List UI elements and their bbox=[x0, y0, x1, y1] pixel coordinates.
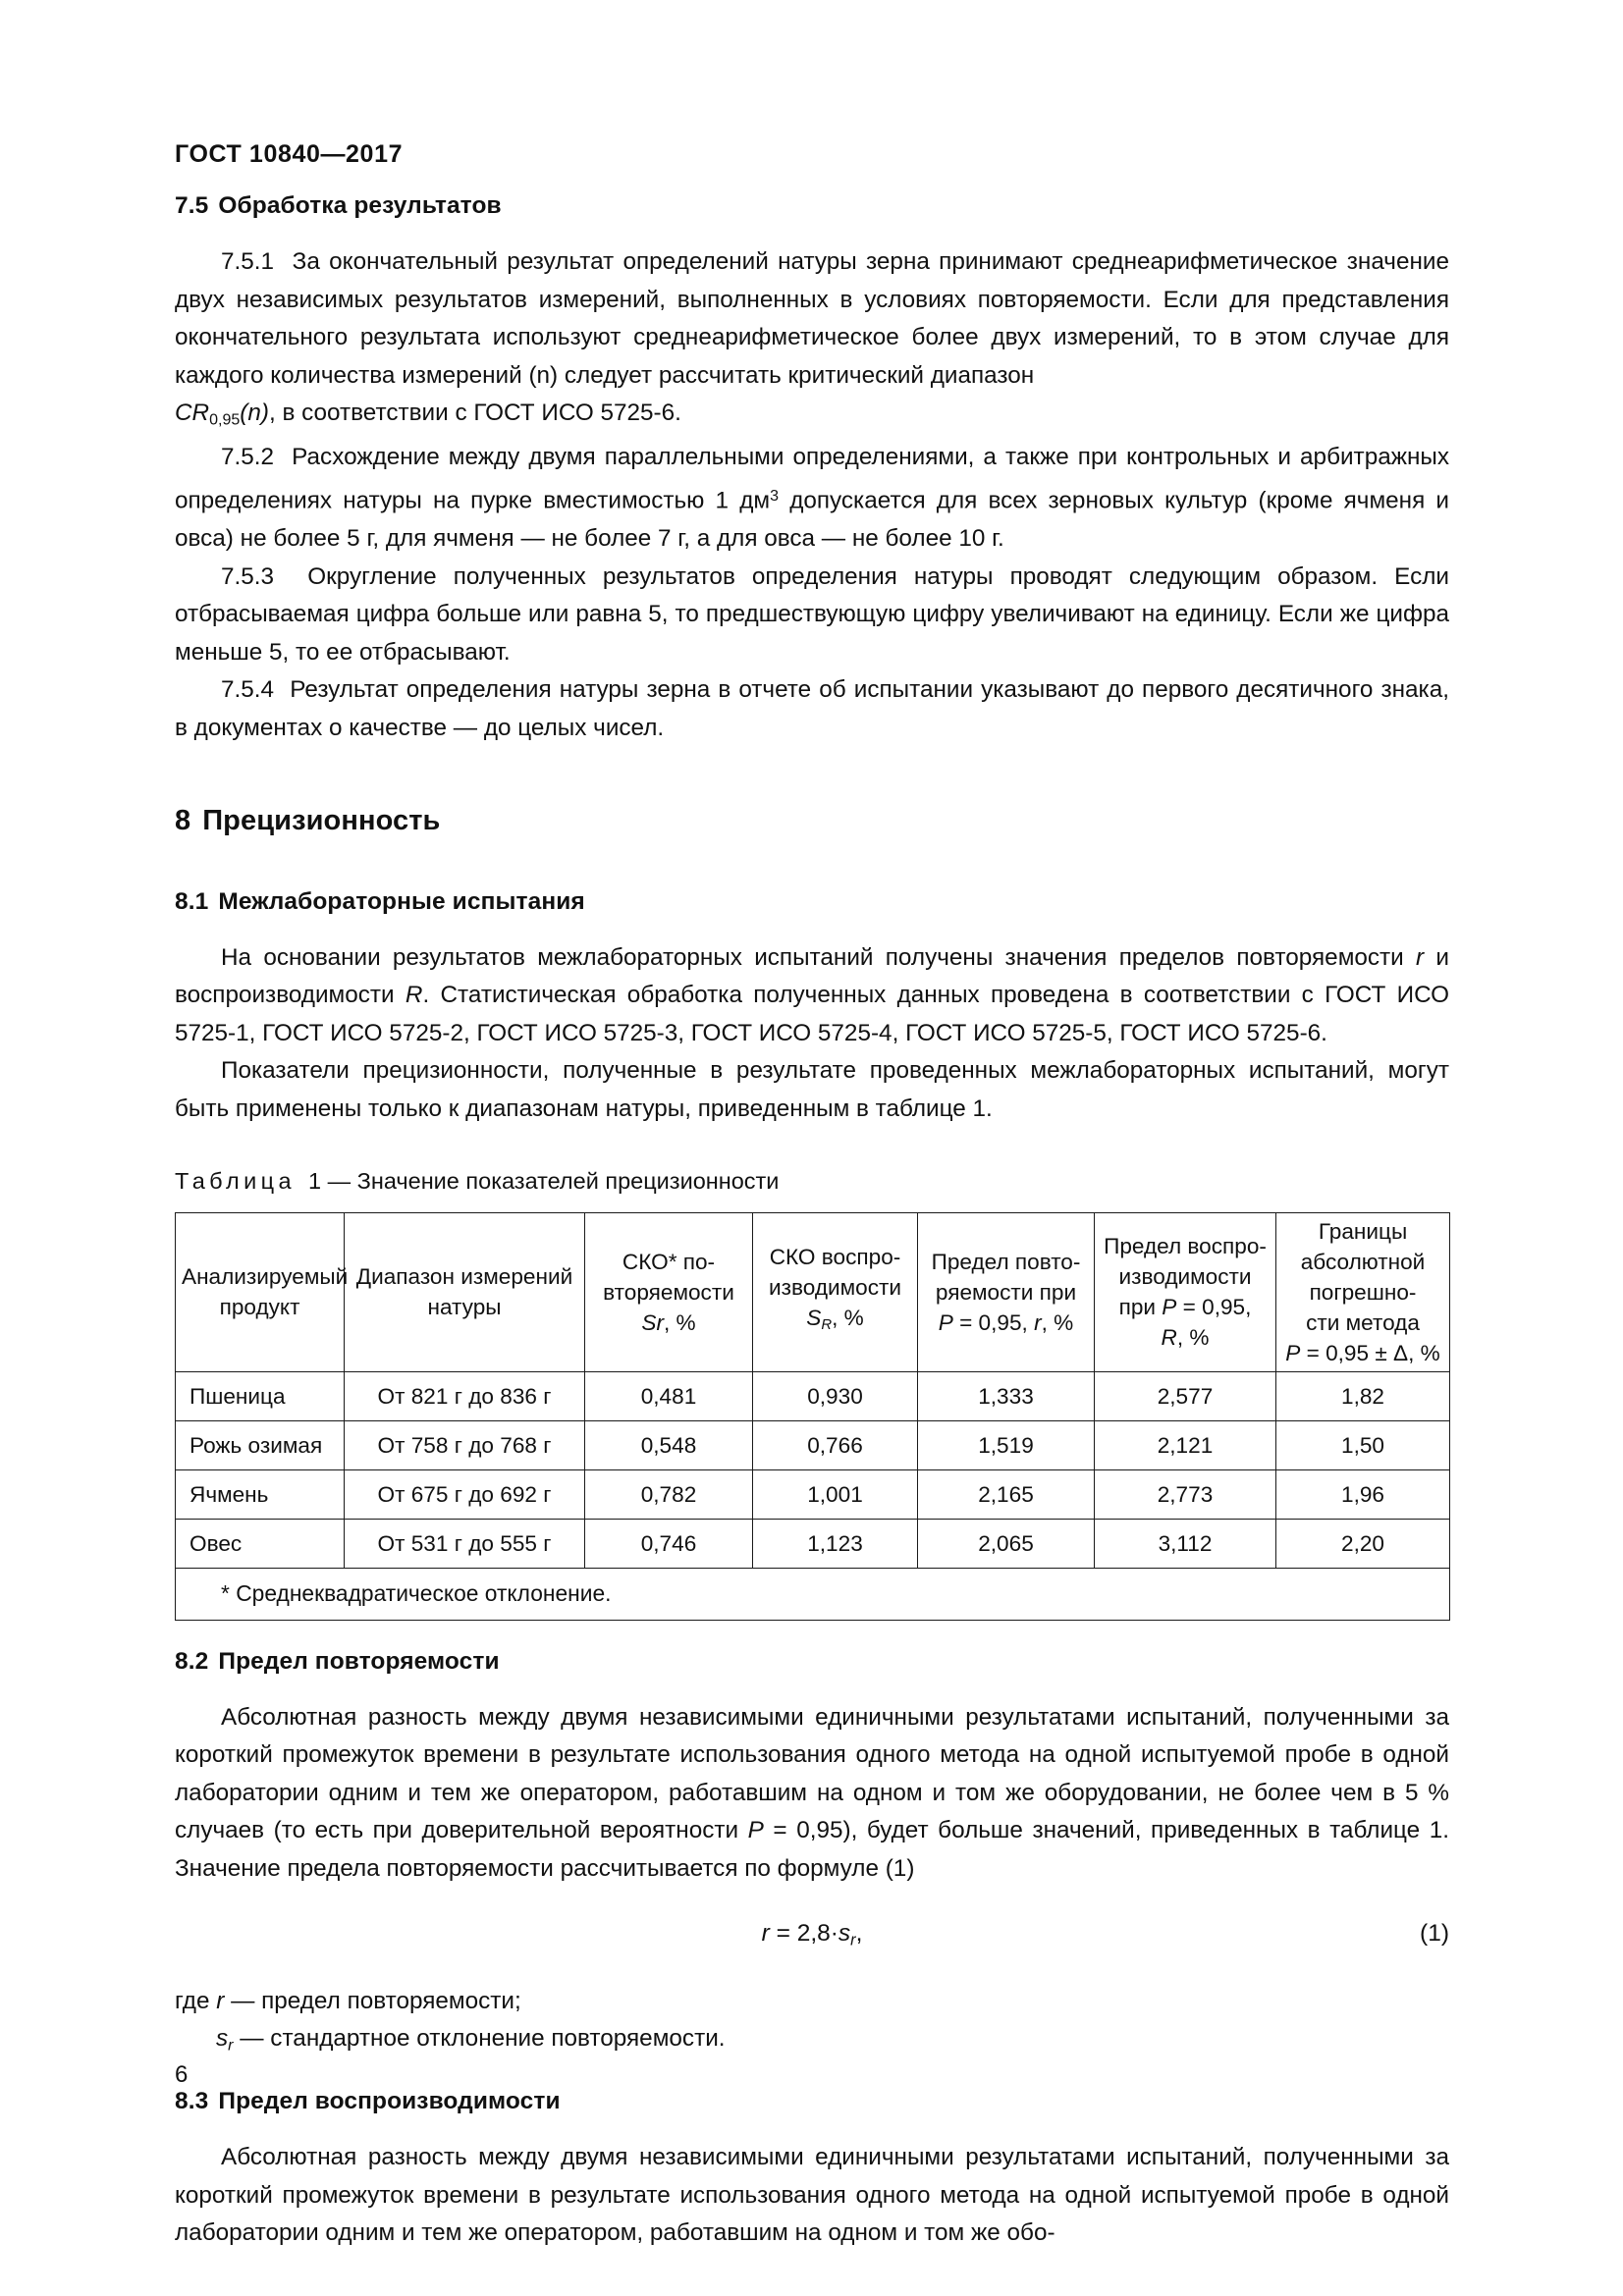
cell-sr: 0,481 bbox=[585, 1371, 753, 1420]
table-1-caption bbox=[175, 1168, 1449, 1195]
paragraph-7-5-1-line1: За окончательный результат определений натуры зерна принимают среднеарифметическое bbox=[292, 248, 1338, 275]
heading-7-5 bbox=[175, 192, 1449, 220]
cell-sR: 0,930 bbox=[753, 1371, 918, 1420]
heading-7-5-number: 7.5 bbox=[175, 192, 209, 219]
cell-delta: 2,20 bbox=[1276, 1519, 1450, 1568]
cell-delta: 1,82 bbox=[1276, 1371, 1450, 1420]
paragraph-8-2-part1: Абсолютная разность между двумя независимыми единичными результатами испытаний, полученными за короткий промежуток времени в результате использования одного метода на одной испытуемой пробе в одной лаборатории одним и тем же оператором, работавшим на одном и том же оборудовании, не более чем в 5 % случаев (то есть при доверительной вероятности bbox=[175, 1703, 1449, 1844]
table-1-caption-label: Таблица bbox=[175, 1167, 296, 1194]
where-definition-sr: — стандартное отклонение повторяемости. bbox=[233, 2025, 726, 2053]
cell-R: 3,112 bbox=[1095, 1519, 1276, 1568]
paragraph-7-5-4 bbox=[175, 671, 1449, 747]
header-cell-line: $S_R$, % bbox=[806, 1306, 864, 1334]
paragraph-7-5-2-number: 7.5.2 bbox=[221, 444, 275, 471]
header-cell-line: Анализируемый bbox=[182, 1264, 349, 1290]
cell-product: Рожь озимая bbox=[176, 1420, 345, 1469]
cell-product: Ячмень bbox=[176, 1469, 345, 1519]
formula-cr-base: CR bbox=[175, 400, 210, 427]
cell-sr: 0,548 bbox=[585, 1420, 753, 1469]
formula-1-rhs-base: s bbox=[838, 1919, 851, 1947]
paragraph-7-5-3-text: Округление полученных результатов определения натуры проводят следующим образом. Если отбрасываемая цифра больше или равна 5, то предшествующую цифру увеличивают на единицу. Если же цифра меньше 5, то ее отбрасывают. bbox=[175, 562, 1449, 666]
paragraph-8-3: Абсолютная разность между двумя независимыми единичными результатами испытаний, полученными за короткий промежуток времени в результате использования одного метода на одной испытуемой пробе в одной лаборатории одним и тем же оператором, работавшим на одном и том же обо- bbox=[175, 2144, 1449, 2247]
heading-8-1 bbox=[175, 888, 1449, 916]
paragraph-7-5-2-part1: Расхождение между двумя параллельными определениями, а также при контрольных и арбитражных определениях натуры на пурке вместимостью 1 дм bbox=[175, 444, 1449, 514]
page-content bbox=[175, 192, 1449, 2253]
header-cell-line: продукт bbox=[219, 1295, 300, 1320]
header-cell-line: натуры bbox=[427, 1295, 502, 1320]
header-cell-line: СКО* по- bbox=[622, 1249, 716, 1274]
paragraph-8-2 bbox=[175, 1699, 1449, 1889]
header-measurement-range bbox=[345, 1212, 585, 1371]
precision-table-foot bbox=[176, 1568, 1450, 1620]
cell-sR: 1,123 bbox=[753, 1519, 918, 1568]
cell-r: 1,519 bbox=[918, 1420, 1095, 1469]
cell-R: 2,577 bbox=[1095, 1371, 1276, 1420]
header-cell-line: P = 0,95, r, % bbox=[938, 1309, 1074, 1335]
cell-delta: 1,50 bbox=[1276, 1420, 1450, 1469]
heading-8-number: 8 bbox=[175, 804, 191, 836]
heading-8-2-text: Предел повторяемости bbox=[218, 1647, 500, 1675]
cubic-exponent: 3 bbox=[770, 487, 780, 506]
header-cell-line: R, % bbox=[1161, 1325, 1210, 1351]
where-symbol-sr-subscript: r bbox=[228, 2036, 234, 2055]
cell-range: От 531 г до 555 г bbox=[345, 1519, 585, 1568]
header-cell-line: СКО воспро- bbox=[769, 1245, 901, 1270]
paragraph-7-5-3 bbox=[175, 559, 1449, 672]
paragraph-8-1-2: Показатели прецизионности, полученные в результате проведенных межлабораторных испытаний, могут быть применены только к диапазонам натуры, приведенным в таблице 1. bbox=[175, 1057, 1449, 1122]
symbol-p-upper: P bbox=[747, 1817, 764, 1844]
header-cell-line: изводимости bbox=[1118, 1264, 1252, 1290]
cell-sr: 0,782 bbox=[585, 1469, 753, 1519]
where-symbol-sr-base: s bbox=[216, 2025, 229, 2053]
formula-cr-tail: , в соответствии с ГОСТ ИСО 5725-6. bbox=[268, 400, 681, 427]
paragraph-8-1-1-part3: . Статистическая обработка полученных данных проведена в соответствии с ГОСТ ИСО 5725-1, ГОСТ ИСО 5725-2, ГОСТ ИСО 5725-3, ГОСТ ИСО 5725-4, ГОСТ ИСО 5725-5, ГОСТ ИСО 5725-6. bbox=[175, 982, 1449, 1046]
cell-delta: 1,96 bbox=[1276, 1469, 1450, 1519]
header-cell-line: изводимости bbox=[769, 1275, 901, 1301]
paragraph-7-5-2-part2: допускается для всех зерновых культур (кроме ячменя и овса) не более 5 г, для ячменя — не более 7 г, а для овса — не более 10 г. bbox=[175, 487, 1449, 553]
heading-8-2-number: 8.2 bbox=[175, 1647, 209, 1675]
table-row bbox=[176, 1469, 1450, 1519]
header-cell-line: вторяемости bbox=[603, 1279, 734, 1305]
running-head: ГОСТ 10840—2017 bbox=[175, 140, 404, 168]
precision-table-head bbox=[176, 1212, 1450, 1371]
cell-range: От 675 г до 692 г bbox=[345, 1469, 585, 1519]
table-row bbox=[176, 1371, 1450, 1420]
header-cell-line: Предел воспро- bbox=[1104, 1234, 1267, 1259]
table-1-caption-dash: — bbox=[327, 1167, 352, 1194]
header-sko-reproducibility bbox=[753, 1212, 918, 1371]
table-row bbox=[176, 1519, 1450, 1568]
header-analyzed-product bbox=[176, 1212, 349, 1371]
table-1-caption-number: 1 bbox=[308, 1167, 322, 1194]
paragraph-7-5-2 bbox=[175, 439, 1449, 558]
header-reproducibility-limit bbox=[1095, 1212, 1276, 1371]
paragraph-7-5-3-number: 7.5.3 bbox=[221, 562, 275, 590]
paragraph-7-5-1 bbox=[175, 243, 1449, 439]
formula-1-row bbox=[175, 1920, 1449, 1959]
cell-r: 1,333 bbox=[918, 1371, 1095, 1420]
paragraph-8-1-1 bbox=[175, 939, 1449, 1053]
cell-r: 2,165 bbox=[918, 1469, 1095, 1519]
header-cell-line: абсолютной bbox=[1300, 1249, 1426, 1274]
table-header-row bbox=[176, 1212, 1450, 1371]
paragraph-7-5-1-number: 7.5.1 bbox=[221, 248, 275, 275]
heading-8-1-text: Межлабораторные испытания bbox=[218, 887, 585, 915]
formula-1-comma: , bbox=[855, 1919, 863, 1947]
heading-8-3-number: 8.3 bbox=[175, 2088, 209, 2115]
header-cell-line: Диапазон измерений bbox=[355, 1264, 573, 1290]
heading-8 bbox=[175, 805, 1449, 837]
heading-8-3-text: Предел воспроизводимости bbox=[218, 2088, 561, 2115]
header-cell-line: ряемости при bbox=[935, 1279, 1077, 1305]
paragraph-7-5-4-number: 7.5.4 bbox=[221, 676, 275, 704]
header-cell-line: P = 0,95 ± Δ, % bbox=[1285, 1340, 1440, 1365]
table-footnote: * Среднеквадратическое отклонение. bbox=[176, 1568, 1450, 1620]
header-repeatability-limit bbox=[918, 1212, 1095, 1371]
where-symbol-r: r bbox=[216, 1987, 225, 2014]
formula-1-number: (1) bbox=[1420, 1919, 1449, 1947]
header-cell-line: погрешно- bbox=[1309, 1279, 1417, 1305]
cell-sr: 0,746 bbox=[585, 1519, 753, 1568]
formula-1-where-line-1 bbox=[175, 1983, 1449, 2021]
paragraph-8-1-1-part2: и воспроизводимости bbox=[175, 943, 1449, 1009]
where-prefix: где bbox=[175, 1987, 217, 2014]
symbol-r-lower: r bbox=[1416, 943, 1425, 971]
header-cell-line: Границы bbox=[1318, 1218, 1408, 1244]
header-cell-line: при P = 0,95, bbox=[1118, 1295, 1252, 1320]
formula-1-where-line-2 bbox=[175, 2020, 1449, 2064]
heading-7-5-text: Обработка результатов bbox=[218, 192, 502, 219]
formula-1-lhs: r bbox=[761, 1919, 770, 1947]
cell-product: Пшеница bbox=[176, 1371, 345, 1420]
paragraph-8-2-part2: = 0,95), будет больше значений, приведенных в таблице 1. Значение предела повторяемости рассчитывается по формуле (1) bbox=[175, 1817, 1450, 1882]
formula-cr-arg: (n) bbox=[240, 400, 269, 427]
heading-8-1-number: 8.1 bbox=[175, 887, 209, 915]
symbol-r-upper: R bbox=[405, 982, 423, 1009]
cell-r: 2,065 bbox=[918, 1519, 1095, 1568]
table-footnote-row bbox=[176, 1568, 1450, 1620]
precision-table bbox=[175, 1212, 1450, 1621]
header-cell-line: Sr, % bbox=[641, 1309, 696, 1335]
paragraph-7-5-1-rest: значение двух независимых результатов измерений, выполненных в условиях повторяемости. Если для представления окончательного результата используют среднеарифметическое более двух измерений, то в этом случае для каждого количества измерений (n) следует рассчитать критический диапазон bbox=[175, 248, 1449, 389]
table-1-caption-title: Значение показателей прецизионности bbox=[356, 1167, 780, 1194]
heading-8-text: Прецизионность bbox=[202, 804, 441, 836]
header-cell-line: Предел повто- bbox=[931, 1249, 1081, 1274]
cell-sR: 0,766 bbox=[753, 1420, 918, 1469]
formula-1-operator: = 2,8· bbox=[769, 1919, 839, 1947]
paragraph-8-1-1-part1: На основании результатов межлабораторных испытаний получены значения пределов повторяемости bbox=[221, 943, 1417, 971]
precision-table-body bbox=[176, 1371, 1450, 1568]
table-row bbox=[176, 1420, 1450, 1469]
formula-1-body bbox=[175, 1920, 1449, 1950]
cell-product: Овес bbox=[176, 1519, 345, 1568]
heading-8-2 bbox=[175, 1648, 1449, 1676]
header-sko-repeatability bbox=[585, 1212, 753, 1371]
cell-range: От 821 г до 836 г bbox=[345, 1371, 585, 1420]
page-number: 6 bbox=[175, 2061, 189, 2088]
heading-8-3 bbox=[175, 2088, 1449, 2115]
cell-range: От 758 г до 768 г bbox=[345, 1420, 585, 1469]
cell-R: 2,773 bbox=[1095, 1469, 1276, 1519]
header-cell-line: сти метода bbox=[1306, 1309, 1420, 1335]
paragraph-7-5-4-text: Результат определения натуры зерна в отчете об испытании указывают до первого десятичного знака, в документах о качестве — до целых чисел. bbox=[175, 676, 1449, 741]
cell-R: 2,121 bbox=[1095, 1420, 1276, 1469]
formula-cr-subscript: 0,95 bbox=[209, 410, 241, 429]
where-definition-r: — предел повторяемости; bbox=[224, 1987, 521, 2014]
header-absolute-error-bounds bbox=[1276, 1212, 1450, 1371]
cell-sR: 1,001 bbox=[753, 1469, 918, 1519]
formula-1-rhs-subscript: r bbox=[850, 1931, 856, 1949]
